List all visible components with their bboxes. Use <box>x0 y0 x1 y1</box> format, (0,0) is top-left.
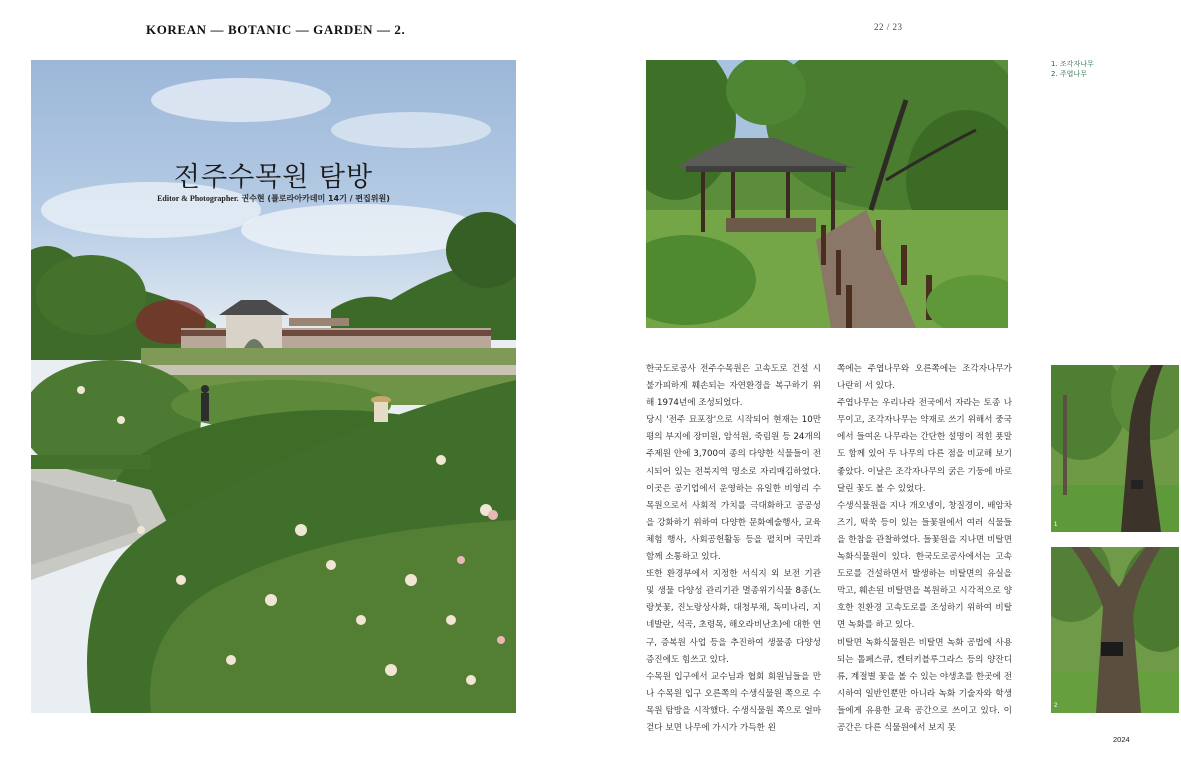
article-paragraph: 수목원 입구에서 교수님과 협회 회원님들을 만나 수목원 입구 오른쪽의 수생식물원 쪽으로 수목원 탐방을 시작했다. 수생식물원 쪽으로 얼마 걷다 보면 나무에 가시가 가득한 왼 <box>646 671 821 733</box>
caption-item: 2. 주엽나무 <box>1051 70 1087 78</box>
pavilion-photo <box>646 60 1008 328</box>
issue-year: 2024 <box>1113 735 1130 744</box>
credit-name: 권수현 (플로라아카데미 14기 / 편집위원) <box>241 194 390 203</box>
tree-trunk-illustration <box>1051 365 1179 532</box>
page-numbers: 22 / 23 <box>874 22 903 32</box>
section-title: KOREAN — BOTANIC — GARDEN — 2. <box>146 22 406 37</box>
article-title: 전주수목원 탐방 <box>173 162 374 193</box>
article-column-1 <box>646 361 821 737</box>
tree-trunk-illustration <box>1051 547 1179 713</box>
tree-photo-2 <box>1051 547 1179 713</box>
article-paragraph: 비탈면 녹화식물원은 비탈면 녹화 공법에 사용되는 톨페스큐, 켄터키블루그라스 등의 양잔디류, 계절별 꽃을 볼 수 있는 야생초를 한곳에 전시하여 일반인뿐만 아니라 녹화 기술자와 학생들에게 유용한 교육 공간으로 쓰이고 있다. 이 공간은 다른 식물원에서 보지 못 <box>837 637 1012 733</box>
article-credit <box>31 193 516 204</box>
article-column-2 <box>837 361 1012 737</box>
article-paragraph: 한국도로공사 전주수목원은 고속도로 건설 시 불가피하게 훼손되는 자연환경을 복구하기 위해 1974년에 조성되었다. <box>646 364 821 409</box>
caption-item: 1. 조각자나무 <box>1051 60 1094 68</box>
article-paragraph: 수생식물원을 지나 개오넹이, 창질경이, 배암차즈기, 떡쑥 등이 있는 들꽃원에서 여러 식물들을 한참을 관찰하였다. 들꽃원을 지나면 비탈면 녹화식물원이 있다. 한국도로공사에서는 고속도로를 건설하면서 발생하는 비탈면의 유실을 막고, 훼손된 비탈면을 복원하고 시각적으로 양호한 친환경 고속도로를 조성하기 위하여 비탈면 녹화를 하고 있다. <box>837 500 1012 631</box>
photo-number: 2 <box>1054 703 1058 709</box>
article-paragraph: 주엽나무는 우리나라 전국에서 자라는 토종 나무이고, 조각자나무는 약재로 쓰기 위해서 중국에서 들여온 나무라는 간단한 설명이 적힌 푯말도 함께 있어 두 나무의 다른 점을 비교해 보기 좋았다. 이날은 조각자나무의 굵은 기둥에 바로 달린 꽃도 볼 수 있었다. <box>837 398 1012 494</box>
photo-number: 1 <box>1054 522 1058 528</box>
photo-captions <box>1051 59 1094 79</box>
article-paragraph: 쪽에는 주엽나무와 오른쪽에는 조각자나무가 나란히 서 있다. <box>837 364 1012 392</box>
tree-photo-1 <box>1051 365 1179 532</box>
article-paragraph: 또한 환경부에서 지정한 서식지 외 보전 기관 및 생물 다양성 관리기관 멸종위기식물 8종(노랑붓꽃, 진노랑상사화, 대청부채, 독미나리, 지네발란, 석곡, 초령목, 해오라비난초)에 대한 연구, 증복원 사업 등을 추진하여 생물종 다양성 증진에도 힘쓰고 있다. <box>646 569 821 665</box>
credit-role: Editor & Photographer. <box>157 194 239 203</box>
article-paragraph: 당시 '전주 묘포장'으로 시작되어 현재는 10만 평의 부지에 장미원, 암석원, 죽림원 등 24개의 주제원 안에 3,700여 종의 다양한 식물들이 전시되어 있는 전북지역 명소로 자리매김하였다. 이곳은 공기업에서 운영하는 유일한 비영리 수목원으로서 사회적 가치를 극대화하고 공공성을 강화하기 위하여 다양한 문화예술행사, 교육 체험 행사, 사회공헌활동 등을 펼치며 국민과 함께 소통하고 있다. <box>646 415 821 563</box>
hero-photo <box>31 60 516 713</box>
pavilion-illustration <box>646 60 1008 328</box>
